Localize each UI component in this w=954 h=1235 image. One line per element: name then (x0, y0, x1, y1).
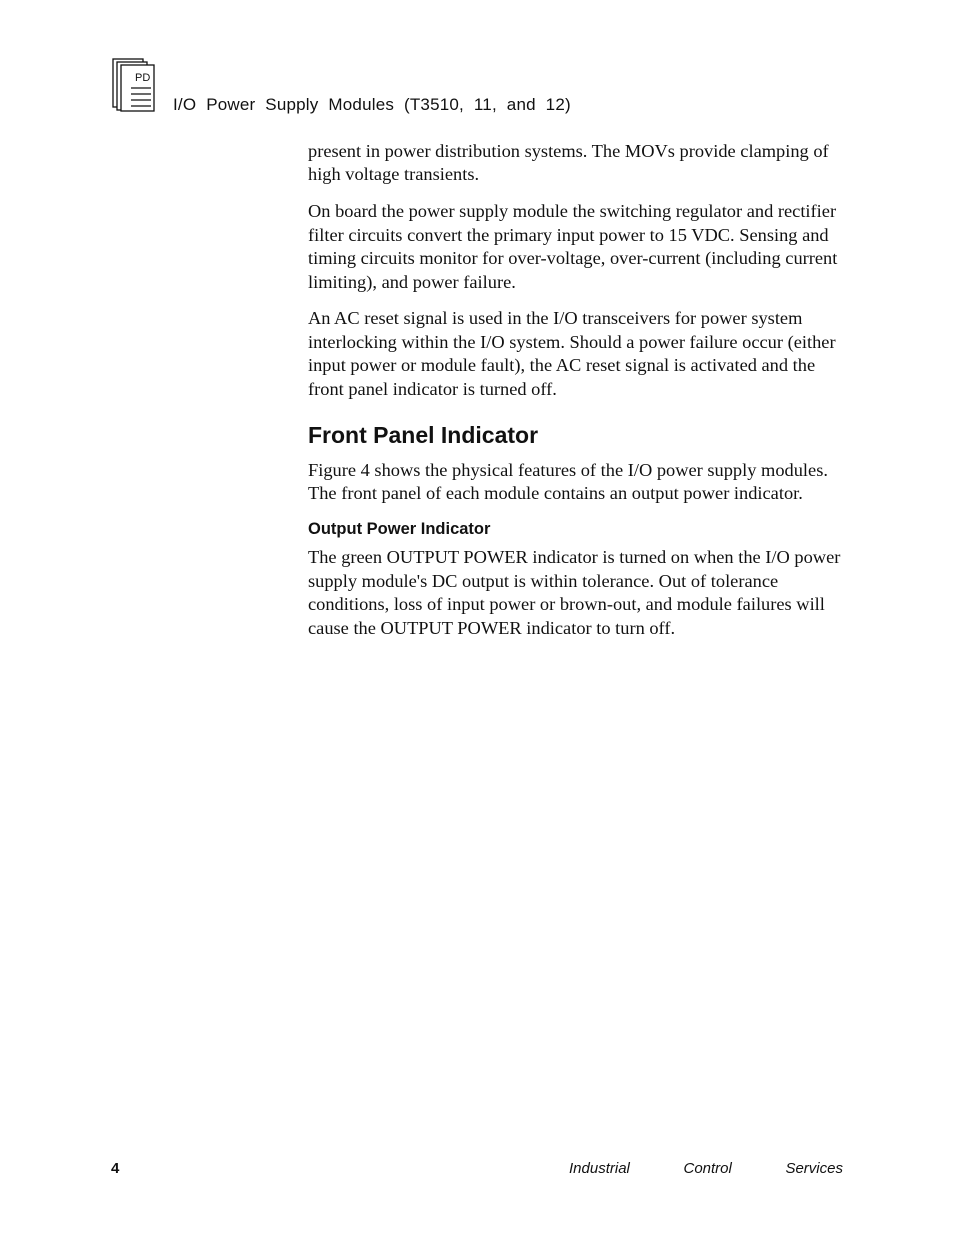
page-header-title: I/O Power Supply Modules (T3510, 11, and 12) (173, 95, 571, 114)
section-heading: Front Panel Indicator (308, 422, 539, 449)
subsection-heading: Output Power Indicator (308, 520, 491, 539)
footer-org-word: Industrial (569, 1160, 630, 1177)
logo-text: PD (135, 72, 151, 84)
body-paragraph: An AC reset signal is used in the I/O transceivers for power system interlocking within the I/O system. Should a power failure occur (either input power or module fault), the AC reset signal is activated and the front panel indicator is turned off. (308, 308, 836, 399)
footer-org-word: Control (683, 1160, 732, 1177)
page-number: 4 (111, 1160, 120, 1177)
body-paragraph: The green OUTPUT POWER indicator is turned on when the I/O power supply module's DC output is within tolerance. Out of tolerance conditions, loss of input power or brown-out, and module failures will cause the OUTPUT POWER indicator to turn off. (308, 547, 841, 638)
footer-org-word: Services (785, 1160, 843, 1177)
footer-organization (569, 1160, 843, 1177)
body-paragraph: Figure 4 shows the physical features of the I/O power supply modules. The front panel of each module contains an output power indicator. (308, 460, 828, 504)
body-paragraph: On board the power supply module the switching regulator and rectifier filter circuits convert the primary input power to 15 VDC. Sensing and timing circuits monitor for over-voltage, over-current (including current limiting), and power failure. (308, 201, 838, 292)
document-stack-icon (112, 58, 156, 112)
body-paragraph: present in power distribution systems. The MOVs provide clamping of high voltage transients. (308, 141, 829, 185)
main-content (308, 140, 848, 654)
